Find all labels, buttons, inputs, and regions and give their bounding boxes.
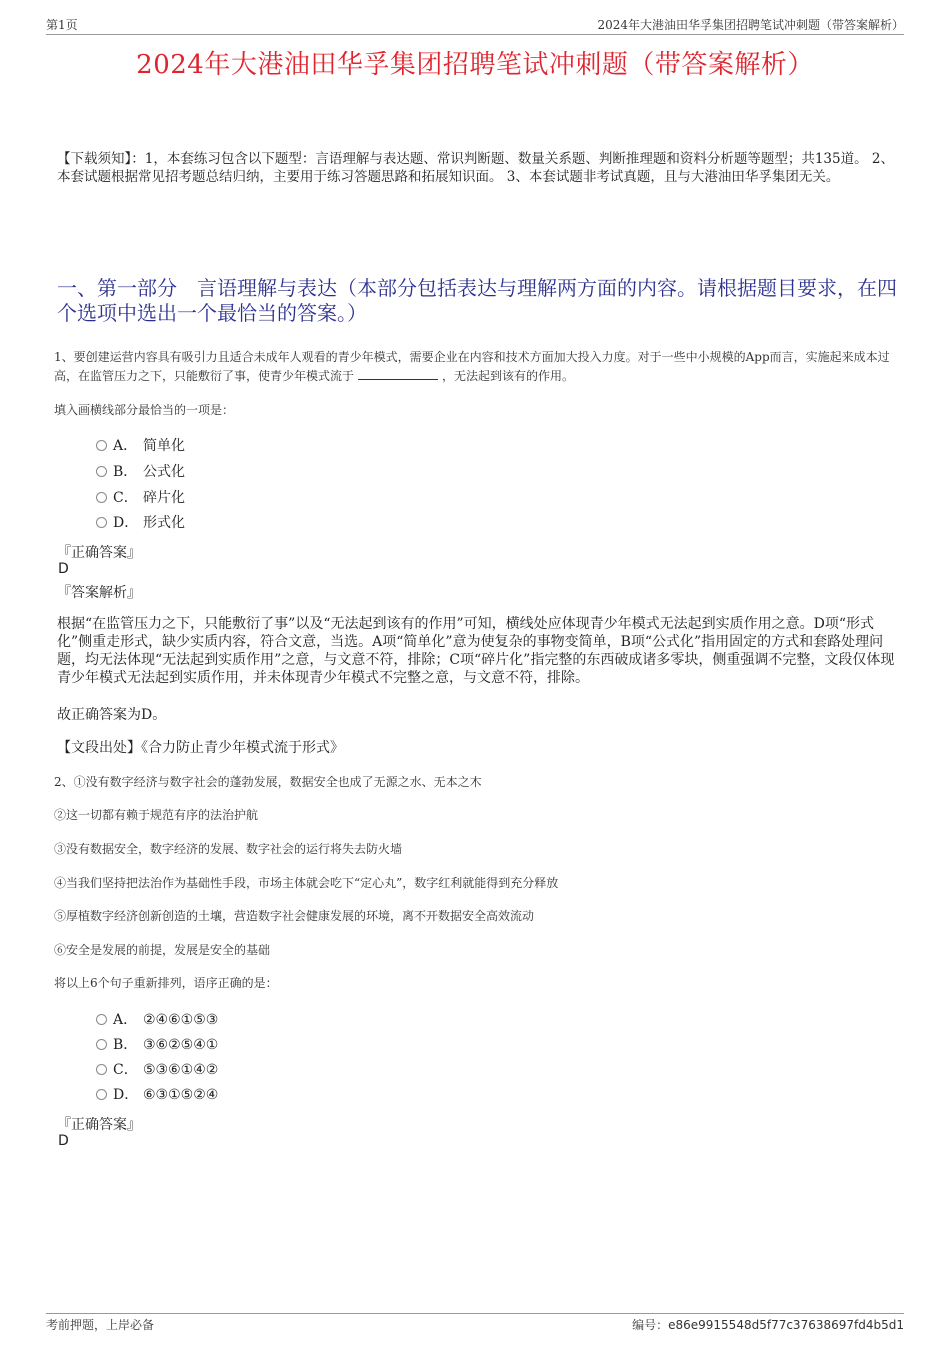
q2-sentence: ④当我们坚持把法治作为基础性手段，市场主体就会吃下“定心丸”，数字红利就能得到充分释放 (54, 876, 559, 890)
q1-option-a[interactable] (96, 436, 185, 456)
radio-icon[interactable] (96, 1039, 107, 1050)
option-letter: A． (113, 1012, 138, 1028)
radio-icon[interactable] (96, 1089, 107, 1100)
header-doc-title: 2024年大港油田华孚集团招聘笔试冲刺题（带答案解析） (597, 18, 904, 32)
q2-option-c[interactable] (96, 1060, 218, 1080)
section-heading: 一、第一部分 言语理解与表达（本部分包括表达与理解两方面的内容。请根据题目要求，在四个选项中选出一个最恰当的答案。） (57, 276, 897, 325)
q2-option-d[interactable] (96, 1085, 218, 1105)
q2-sentence: ②这一切都有赖于规范有序的法治护航 (54, 808, 259, 822)
option-text: 碎片化 (143, 490, 185, 506)
footer-code (632, 1316, 904, 1333)
q2-sentence: ⑤厚植数字经济创新创造的土壤，营造数字社会健康发展的环境，离不开数据安全高效流动 (54, 909, 535, 923)
q1-source: 【文段出处】《合力防止青少年模式流于形式》 (57, 740, 344, 756)
q1-option-d[interactable] (96, 513, 185, 533)
q1-answer-label: 『正确答案』 (57, 545, 141, 561)
option-text: ⑤③⑥①④② (143, 1062, 219, 1078)
radio-icon[interactable] (96, 440, 107, 451)
radio-icon[interactable] (96, 1014, 107, 1025)
question-1-stem (54, 348, 896, 386)
question-1-prompt: 填入画横线部分最恰当的一项是： (54, 403, 235, 417)
option-letter: B． (113, 464, 138, 480)
option-letter: D． (113, 1087, 139, 1103)
q1-answer: D (58, 561, 69, 577)
radio-icon[interactable] (96, 1064, 107, 1075)
q2-sentence: 2、①没有数字经济与数字社会的蓬勃发展，数据安全也成了无源之水、无本之木 (54, 775, 482, 789)
option-text: ⑥③①⑤②④ (143, 1087, 219, 1103)
option-text: 简单化 (143, 438, 185, 454)
footer-slogan: 考前押题，上岸必备 (46, 1318, 155, 1332)
q1-option-b[interactable] (96, 462, 185, 482)
q2-prompt: 将以上6个句子重新排列，语序正确的是： (54, 976, 278, 990)
fill-blank (358, 367, 438, 380)
option-text: 形式化 (143, 515, 185, 531)
page-number: 第1页 (46, 18, 78, 32)
q1-conclusion: 故正确答案为D。 (57, 707, 167, 723)
option-letter: A． (113, 438, 138, 454)
footer-code-label: 编号： (632, 1318, 669, 1332)
question-1-stem-end: ，无法起到该有的作用。 (442, 369, 575, 383)
q1-analysis: 根据“在监管压力之下，只能敷衍了事”以及“无法起到该有的作用”可知，横线处应体现青少年模式无法起到实质作用之意。D项“形式化”侧重走形式，缺少实质内容，符合文意，当选。A项“简单化”意为使复杂的事物变简单，B项“公式化”指用固定的方式和套路处理问题，均无法体现“无法起到实质作用”之意，与文意不符，排除；C项“碎片化”指完整的东西破成诸多零块，侧重强调不完整，文段仅体现青少年模式无法起到实质作用，并未体现青少年模式不完整之意，与文意不符，排除。 (57, 616, 895, 686)
radio-icon[interactable] (96, 492, 107, 503)
option-letter: C． (113, 1062, 138, 1078)
document-title: 2024年大港油田华孚集团招聘笔试冲刺题（带答案解析） (136, 50, 814, 80)
q2-answer: D (58, 1133, 69, 1149)
radio-icon[interactable] (96, 466, 107, 477)
question-1-stem-text: 1、要创建运营内容具有吸引力且适合未成年人观看的青少年模式，需要企业在内容和技术方面加大投入力度。对于一些中小规模的App而言，实施起来成本过高，在监管压力之下，只能敷衍了事，使青少年模式流于 (54, 350, 890, 383)
q2-option-a[interactable] (96, 1010, 218, 1030)
option-letter: C． (113, 490, 138, 506)
option-letter: B． (113, 1037, 138, 1053)
header-divider (46, 34, 904, 35)
footer-divider (46, 1313, 904, 1314)
option-text: ③⑥②⑤④① (143, 1037, 219, 1053)
q2-sentence: ③没有数据安全，数字经济的发展、数字社会的运行将失去防火墙 (54, 842, 403, 856)
option-text: ②④⑥①⑤③ (143, 1012, 219, 1028)
q2-sentence: ⑥安全是发展的前提，发展是安全的基础 (54, 943, 271, 957)
q2-answer-label: 『正确答案』 (57, 1117, 141, 1133)
option-text: 公式化 (143, 464, 185, 480)
radio-icon[interactable] (96, 517, 107, 528)
q1-analysis-label: 『答案解析』 (57, 585, 141, 601)
footer-code-value: e86e9915548d5f77c37638697fd4b5d1 (668, 1318, 904, 1332)
q1-option-c[interactable] (96, 488, 185, 508)
q2-option-b[interactable] (96, 1035, 218, 1055)
download-notice: 【下载须知】：1，本套练习包含以下题型：言语理解与表达题、常识判断题、数量关系题、判断推理题和资料分析题等题型；共135道。 2、本套试题根据常见招考题总结归纳，主要用于练习答题思路和拓展知识面。 3、本套试题非考试真题，且与大港油田华孚集团无关。 (57, 151, 894, 185)
option-letter: D． (113, 515, 139, 531)
